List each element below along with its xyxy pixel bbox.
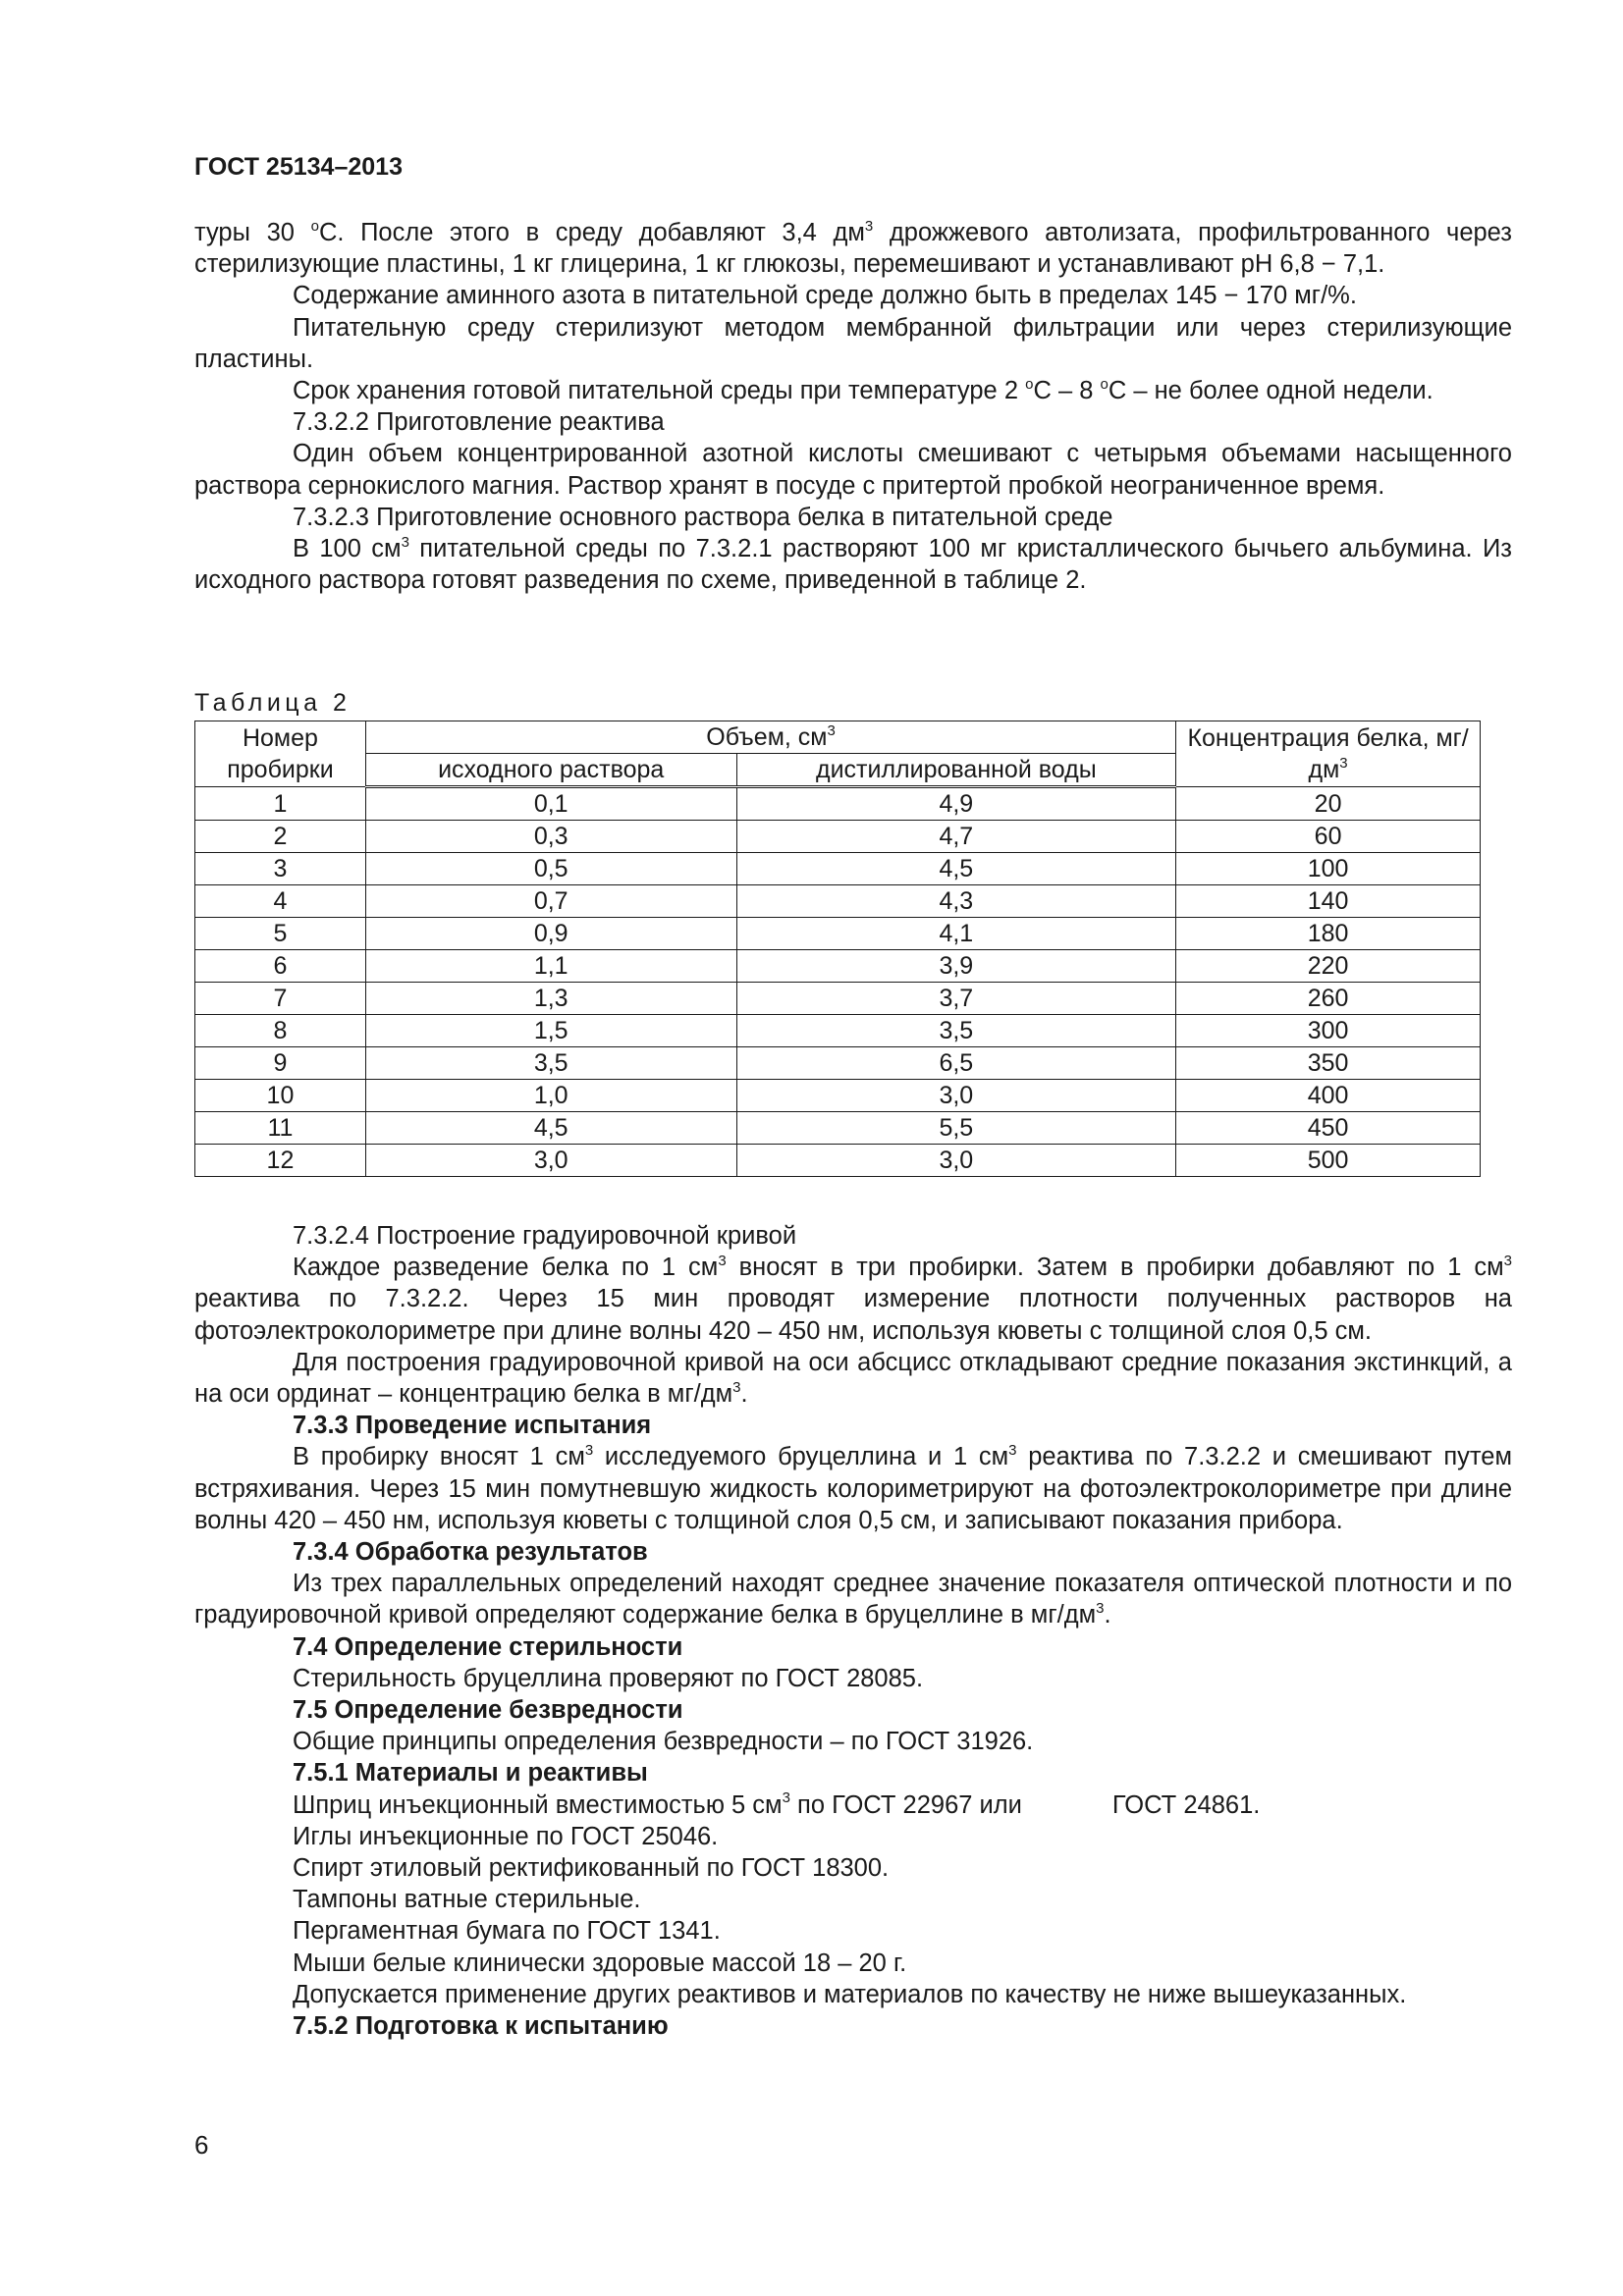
cell-tube-number: 10 — [195, 1080, 366, 1112]
cell-source-volume: 0,1 — [365, 787, 736, 821]
header-cell-concentration: Концентрация белка, $мг/дм^3$ — [1176, 721, 1481, 787]
cell-water-volume: 4,5 — [736, 853, 1176, 885]
paragraph: Стерильность бруцеллина проверяют по ГОСТ 28085. — [293, 1664, 924, 1692]
cell-source-volume: 0,3 — [365, 821, 736, 853]
table-row — [195, 983, 1481, 1015]
paragraph: Каждое разведение белка по 1 $см^3$ вносят в три пробирки. Затем в пробирки добавляют по 1 $см^3$ реактива по 7.3.2.2. Через 15 мин проводят измерение плотности полученных растворов на фотоэлектроколориметре при длине волны 420 – 450 нм, используя кюветы с толщиной слоя 0,5 см. — [194, 1252, 1512, 1345]
cell-tube-number: 4 — [195, 885, 366, 918]
section-heading-7-4: 7.4 Определение стерильности — [293, 1632, 683, 1661]
cell-source-volume: 0,5 — [365, 853, 736, 885]
cell-tube-number: 11 — [195, 1112, 366, 1145]
list-item: Тампоны ватные стерильные. — [293, 1886, 641, 1914]
table-row — [195, 821, 1481, 853]
subsection-heading: 7.3.2.2 Приготовление реактива — [293, 408, 665, 437]
subsection-heading: 7.3.2.3 Приготовление основного раствора белка в питательной среде — [293, 503, 1113, 531]
document-code-header: ГОСТ 25134–2013 — [194, 153, 403, 181]
header-cell-source-solution: исходного раствора — [365, 754, 736, 787]
cell-tube-number: 1 — [195, 787, 366, 821]
cell-concentration: 400 — [1176, 1080, 1481, 1112]
cell-water-volume: 3,0 — [736, 1080, 1176, 1112]
cell-tube-number: 6 — [195, 950, 366, 983]
cell-concentration: 350 — [1176, 1047, 1481, 1080]
cell-water-volume: 6,5 — [736, 1047, 1176, 1080]
cell-concentration: 450 — [1176, 1112, 1481, 1145]
cell-tube-number: 5 — [195, 918, 366, 950]
cell-concentration: 140 — [1176, 885, 1481, 918]
cell-water-volume: 3,5 — [736, 1015, 1176, 1047]
table-row — [195, 1080, 1481, 1112]
list-item: Пергаментная бумага по ГОСТ 1341. — [293, 1917, 721, 1946]
cell-water-volume: 3,0 — [736, 1145, 1176, 1177]
header-cell-distilled-water: дистиллированной воды — [736, 754, 1176, 787]
cell-water-volume: 4,9 — [736, 787, 1176, 821]
table-row — [195, 853, 1481, 885]
cell-water-volume: 4,7 — [736, 821, 1176, 853]
cell-tube-number: 8 — [195, 1015, 366, 1047]
cell-source-volume: 3,5 — [365, 1047, 736, 1080]
cell-source-volume: 0,7 — [365, 885, 736, 918]
section-heading-7-5-1: 7.5.1 Материалы и реактивы — [293, 1759, 648, 1788]
cell-water-volume: 3,9 — [736, 950, 1176, 983]
paragraph: Содержание аминного азота в питательной среде должно быть в пределах 145 − 170 мг/%. — [293, 282, 1357, 310]
dilution-table — [194, 721, 1481, 1177]
paragraph: туры 30 $^о$С. После этого в среду добавляют 3,4 $дм^3$ дрожжевого автолизата, профильтрованного через стерилизующие пластины, 1 кг глицерина, 1 кг глюкозы, перемешивают и устанавливают pH 6,8 − 7,1. — [194, 217, 1513, 279]
header-cell-tube-number: Номер пробирки — [195, 721, 366, 787]
cell-source-volume: 0,9 — [365, 918, 736, 950]
paragraph: В 100 $см^3$ питательной среды по 7.3.2.1 растворяют 100 мг кристаллического бычьего альбумина. Из исходного раствора готовят разведения по схеме, приведенной в таблице 2. — [194, 533, 1512, 595]
section-heading-7-5: 7.5 Определение безвредности — [293, 1696, 683, 1725]
cell-water-volume: 3,7 — [736, 983, 1176, 1015]
cell-tube-number: 2 — [195, 821, 366, 853]
cell-tube-number: 12 — [195, 1145, 366, 1177]
list-item: Допускается применение других реактивов и материалов по качеству не ниже вышеуказанных. — [293, 1980, 1407, 2008]
section-heading-7-5-2: 7.5.2 Подготовка к испытанию — [293, 2012, 669, 2041]
paragraph: Из трех параллельных определений находят среднее значение показателя оптической плотности и по градуировочной кривой определяют содержание белка в бруцеллине в $мг/дм^3$. — [194, 1570, 1512, 1629]
list-item: Спирт этиловый ректификованный по ГОСТ 18300. — [293, 1854, 890, 1883]
cell-tube-number: 9 — [195, 1047, 366, 1080]
table-row — [195, 787, 1481, 821]
cell-tube-number: 7 — [195, 983, 366, 1015]
page-number: 6 — [194, 2130, 209, 2160]
list-item: Мыши белые клинически здоровые массой 18 – 20 г. — [293, 1949, 907, 1977]
paragraph: Для построения градуировочной кривой на оси абсцисс откладывают средние показания экстинкций, а на оси ординат – концентрацию белка в $мг/дм^3$. — [194, 1348, 1512, 1409]
table-header-row — [195, 721, 1481, 754]
paragraph: Один объем концентрированной азотной кислоты смешивают с четырьмя объемами насыщенного раствора сернокислого магния. Раствор хранят в посуде с притертой пробкой неограниченное время. — [194, 440, 1512, 500]
cell-concentration: 260 — [1176, 983, 1481, 1015]
list-item: Шприц инъекционный вместимостью 5 $см^3$ по ГОСТ 22967 или ГОСТ 24861. — [293, 1789, 1261, 1819]
table-row — [195, 885, 1481, 918]
cell-concentration: 180 — [1176, 918, 1481, 950]
cell-water-volume: 5,5 — [736, 1112, 1176, 1145]
paragraph: Срок хранения готовой питательной среды при температуре 2 $^о$С – 8 $^о$С – не более одной недели. — [293, 375, 1434, 405]
table-row — [195, 1145, 1481, 1177]
table-row — [195, 1112, 1481, 1145]
bottom-text-block — [194, 1220, 1512, 2042]
cell-source-volume: 3,0 — [365, 1145, 736, 1177]
cell-source-volume: 1,1 — [365, 950, 736, 983]
cell-water-volume: 4,3 — [736, 885, 1176, 918]
section-heading-7-3-3: 7.3.3 Проведение испытания — [293, 1412, 652, 1440]
cell-concentration: 300 — [1176, 1015, 1481, 1047]
table-row — [195, 1047, 1481, 1080]
cell-concentration: 220 — [1176, 950, 1481, 983]
table-row — [195, 950, 1481, 983]
table-row — [195, 918, 1481, 950]
cell-concentration: 500 — [1176, 1145, 1481, 1177]
cell-source-volume: 4,5 — [365, 1112, 736, 1145]
table-caption: Таблица 2 — [194, 689, 352, 717]
paragraph: Общие принципы определения безвредности – по ГОСТ 31926. — [293, 1728, 1034, 1756]
cell-source-volume: 1,5 — [365, 1015, 736, 1047]
list-item: Иглы инъекционные по ГОСТ 25046. — [293, 1822, 719, 1850]
cell-water-volume: 4,1 — [736, 918, 1176, 950]
cell-source-volume: 1,3 — [365, 983, 736, 1015]
cell-concentration: 20 — [1176, 787, 1481, 821]
paragraph: В пробирку вносят 1 $см^3$ исследуемого бруцеллина и 1 $см^3$ реактива по 7.3.2.2 и смешивают путем встряхивания. Через 15 мин помутневшую жидкость колориметрируют на фотоэлектроколориметре при длине волны 420 – 450 нм, используя кюветы с толщиной слоя 0,5 см, и записывают показания прибора. — [194, 1441, 1512, 1534]
top-text-block — [194, 217, 1512, 596]
cell-source-volume: 1,0 — [365, 1080, 736, 1112]
table-row — [195, 1015, 1481, 1047]
subsection-heading: 7.3.2.4 Построение градуировочной кривой — [293, 1222, 797, 1250]
cell-concentration: 60 — [1176, 821, 1481, 853]
section-heading-7-3-4: 7.3.4 Обработка результатов — [293, 1538, 648, 1567]
header-cell-volume: Объем, $см^3$ — [365, 721, 1175, 754]
cell-tube-number: 3 — [195, 853, 366, 885]
paragraph: Питательную среду стерилизуют методом мембранной фильтрации или через стерилизующие пластины. — [194, 313, 1512, 373]
cell-concentration: 100 — [1176, 853, 1481, 885]
